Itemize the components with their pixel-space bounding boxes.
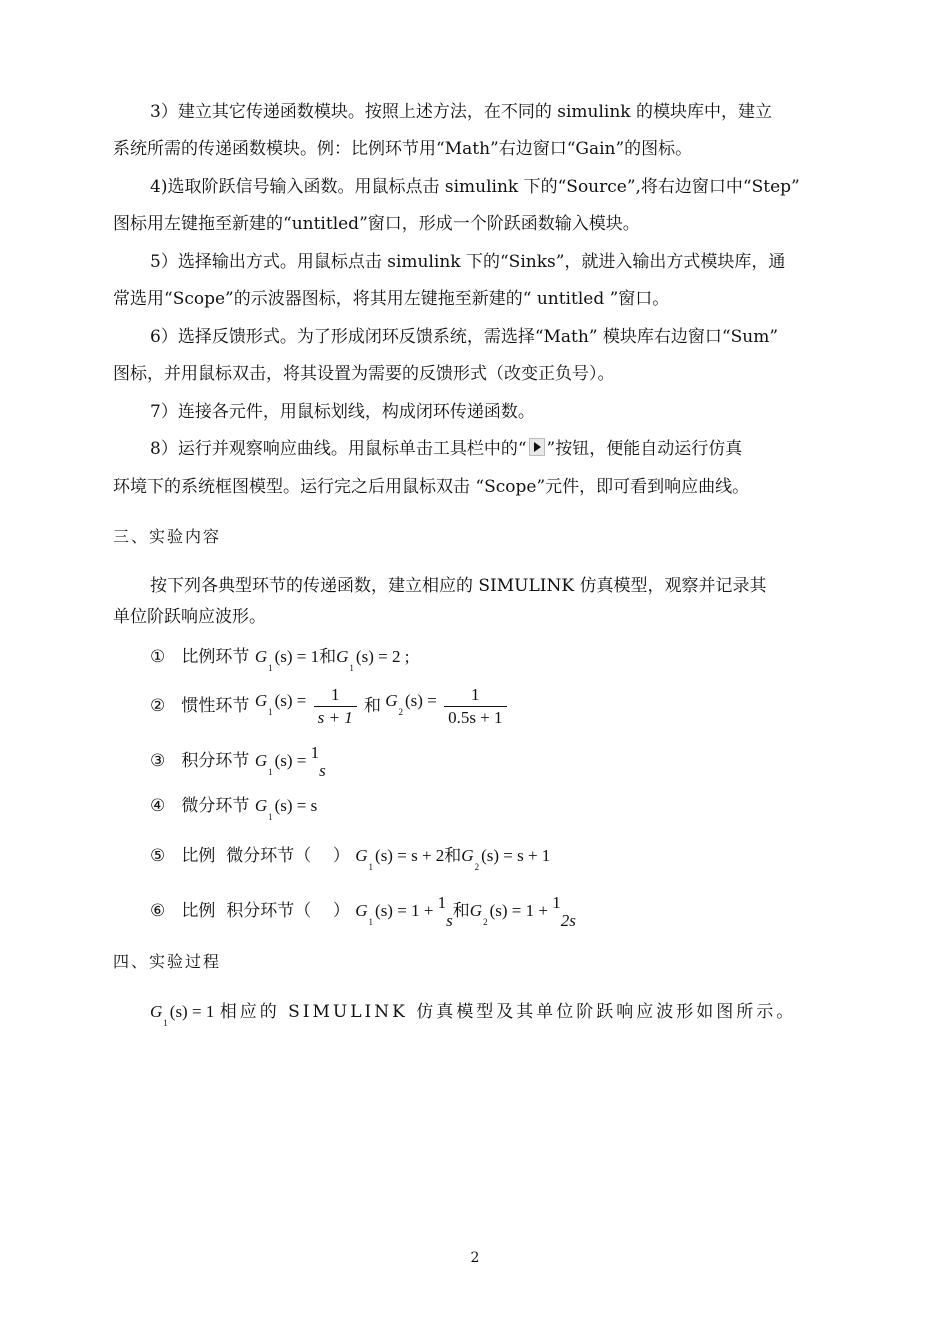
section-4-text-line xyxy=(150,1000,796,1035)
paragraph-5-line-2: 常选用“Scope”的示波器图标，将其用左键拖至新建的“ untitled ”窗口。 xyxy=(113,289,670,309)
paragraph-7-line-1: 7）连接各元件，用鼠标划线，构成闭环传递函数。 xyxy=(150,402,535,422)
section-4-heading: 四、实验过程 xyxy=(113,952,222,971)
item-1-formula: $G_1(s) = 1$和$G_1(s) = 2$ ; xyxy=(254,647,410,673)
item-5 xyxy=(150,844,550,879)
item-6 xyxy=(150,894,576,934)
paragraph-8-text-a: 8）运行并观察响应曲线。用鼠标单击工具栏中的“ xyxy=(150,439,527,459)
item-1-number: ① xyxy=(150,647,166,667)
paragraph-8-line-1 xyxy=(150,437,742,461)
paragraph-3-line-2: 系统所需的传递函数模块。例：比例环节用“Math”右边窗口“Gain”的图标。 xyxy=(113,139,693,159)
paragraph-4-line-2: 图标用左键拖至新建的“untitled”窗口，形成一个阶跃函数输入模块。 xyxy=(113,214,640,234)
paragraph-8-text-b: ”按钮，便能自动运行仿真 xyxy=(546,439,743,459)
item-4 xyxy=(150,794,317,829)
item-5-number: ⑤ xyxy=(150,846,166,866)
item-3-formula: $G_1(s) = 1s$ xyxy=(254,743,326,780)
section-4-formula: $G_1(s) = 1$ xyxy=(150,1002,215,1028)
page-number: 2 xyxy=(470,1250,480,1266)
item-2-number: ② xyxy=(150,695,166,716)
section-3-intro-line-2: 单位阶跃响应波形。 xyxy=(113,607,266,627)
item-3 xyxy=(150,744,326,784)
item-6-label: 比例 积分环节（ ） xyxy=(181,901,350,921)
section-3-intro-line-1: 按下列各典型环节的传递函数，建立相应的 SIMULINK 仿真模型，观察并记录其 xyxy=(150,576,767,596)
item-4-number: ④ xyxy=(150,796,166,816)
item-5-label: 比例 微分环节（ ） xyxy=(181,846,350,866)
item-3-label: 积分环节 xyxy=(181,751,250,771)
item-2-formula: $G_1(s)$ = $\frac{1}{s + 1}$ 和 $G_2(s)$ = $\frac{1}{0.5s + 1}$ xyxy=(255,695,510,714)
paragraph-6-line-1: 6）选择反馈形式。为了形成闭环反馈系统，需选择“Math” 模块库右边窗口“Sum” xyxy=(150,327,779,347)
item-6-number: ⑥ xyxy=(150,901,166,921)
section-4-text: 相应的 SIMULINK 仿真模型及其单位阶跃响应波形如图所示。 xyxy=(219,1002,797,1022)
paragraph-6-line-2: 图标，并用鼠标双击，将其设置为需要的反馈形式（改变正负号）。 xyxy=(113,364,615,384)
paragraph-4-line-1: 4)选取阶跃信号输入函数。用鼠标点击 simulink 下的“Source”,将右边窗口中“Step” xyxy=(150,177,800,197)
play-icon xyxy=(529,438,545,456)
item-2 xyxy=(150,684,510,729)
section-3-heading: 三、实验内容 xyxy=(113,527,222,546)
paragraph-8-line-2: 环境下的系统框图模型。运行完之后用鼠标双击 “Scope”元件，即可看到响应曲线。 xyxy=(113,477,750,497)
item-1 xyxy=(150,645,409,680)
paragraph-3-line-1: 3）建立其它传递函数模块。按照上述方法，在不同的 simulink 的模块库中，建立 xyxy=(150,102,772,122)
item-6-formula: $G_1(s) = 1 + 1s$和$G_2(s) = 1 + 12s$ xyxy=(355,893,576,930)
item-4-formula: $G_1(s) = s$ xyxy=(254,796,318,822)
paragraph-5-line-1: 5）选择输出方式。用鼠标点击 simulink 下的“Sinks”，就进入输出方式模块库，通 xyxy=(150,252,786,272)
item-2-label: 惯性环节 xyxy=(181,695,250,716)
item-3-number: ③ xyxy=(150,751,166,771)
item-4-label: 微分环节 xyxy=(181,796,250,816)
item-1-label: 比例环节 xyxy=(181,647,250,667)
item-5-formula: $G_1(s) = s + 2$和$G_2(s) = s + 1$ xyxy=(355,846,551,872)
